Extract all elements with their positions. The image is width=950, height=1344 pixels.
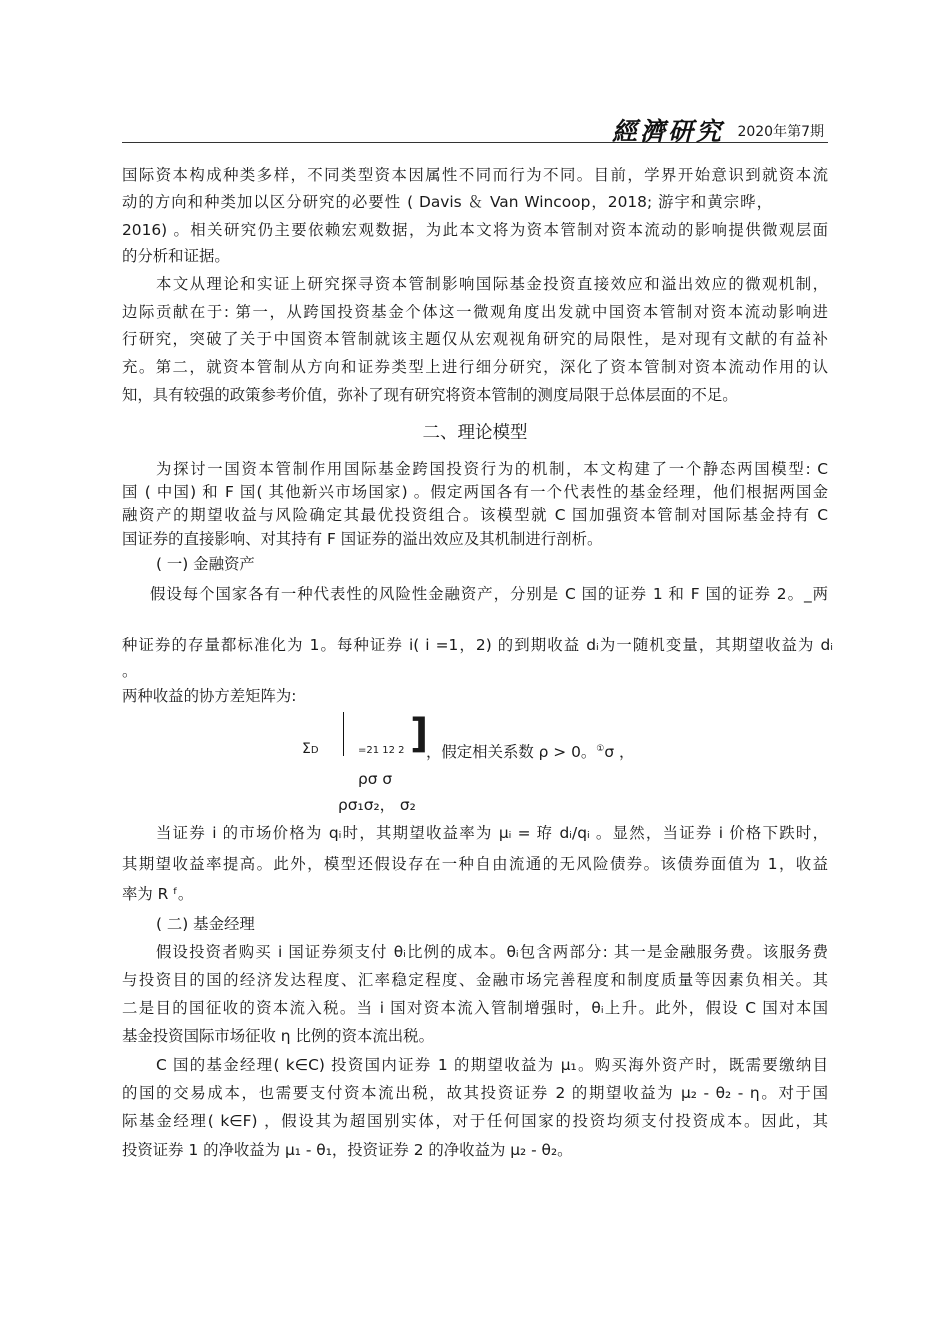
assets-line-2: 种证券的存量都标准化为 1。每种证券 i( i =1，2) 的到期收益 dᵢ为一随机变量，其期望收益为 dᵢ — [122, 636, 833, 654]
header-rule — [122, 142, 828, 143]
section-title: 二、理论模型 — [422, 423, 528, 443]
contrib-line-5: 知，具有较强的政策参考价值，弥补了现有研究将资本管制的测度局限于总体层面的不足。 — [122, 386, 738, 404]
returns-line-1: C 国的基金经理( k∈C) 投资国内证券 1 的期望收益为 μ₁。购买海外资产时，既需要缴纳目 — [156, 1056, 828, 1074]
contrib-line-3: 行研究，突破了关于中国资本管制就该主题仅从宏观视角研究的局限性，是对现有文献的有益补 — [122, 330, 828, 348]
intro-line-2: 动的方向和种类加以区分研究的必要性 ( Davis ＆ Van Wincoop，2018; 游宇和黄宗晔， — [122, 193, 772, 211]
intro-line-4: 的分析和证据。 — [122, 247, 230, 265]
returns-line-2: 的国的交易成本，也需要支付资本流出税，故其投资证券 2 的期望收益为 μ₂ - θ₂ - η。对于国 — [122, 1084, 828, 1102]
matrix-inner: =21 12 2 — [358, 745, 405, 756]
intro-line-1: 国际资本构成种类多样，不同类型资本因属性不同而行为不同。目前，学界开始意识到就资本流 — [122, 166, 828, 184]
model-line-3: 融资产的期望收益与风险确定其最优投资组合。该模型就 C 国加强资本管制对国际基金持有 C — [122, 506, 828, 524]
manager-line-2: 与投资目的国的经济发达程度、汇率稳定程度、金融市场完善程度和制度质量等因素负相关。其 — [122, 971, 828, 989]
model-line-1: 为探讨一国资本管制作用国际基金跨国投资行为的机制，本文构建了一个静态两国模型: C — [156, 460, 828, 478]
sigma-symbol: ΣD — [302, 741, 319, 757]
contrib-line-4: 充。第二，就资本管制从方向和证券类型上进行细分研究，深化了资本管制对资本流动作用的认 — [122, 358, 828, 376]
contrib-line-2: 边际贡献在于: 第一，从跨国投资基金个体这一微观角度出发就中国资本管制对资本流动影响进 — [122, 303, 828, 321]
intro-line-3: 2016) 。相关研究仍主要依赖宏观数据，为此本文将为资本管制对资本流动的影响提供微观层面 — [122, 221, 828, 239]
returns-line-3: 际基金经理( k∈F) ，假设其为超国别实体，对于任何国家的投资均须支付投资成本。因此，其 — [122, 1112, 828, 1130]
manager-line-1: 假设投资者购买 i 国证券须支付 θᵢ比例的成本。θᵢ包含两部分: 其一是金融服务费。该服务费 — [156, 943, 828, 961]
assets-line-1: 假设每个国家各有一种代表性的风险性金融资产，分别是 C 国的证券 1 和 F 国的证券 2。_两 — [150, 585, 828, 603]
running-header — [122, 112, 828, 144]
manager-line-4: 基金投资国际市场征收 η 比例的资本流出税。 — [122, 1027, 434, 1045]
matrix-row-2: ρσ σ — [358, 770, 393, 788]
manager-line-3: 二是目的国征收的资本流入税。当 i 国对资本流入管制增强时，θᵢ上升。此外，假设 C 国对本国 — [122, 999, 828, 1017]
assets-line-4: 两种收益的协方差矩阵为: — [122, 687, 297, 705]
matrix-left-bar — [343, 712, 344, 756]
returns-line-4: 投资证券 1 的净收益为 μ₁ - θ₁，投资证券 2 的净收益为 μ₂ - θ₂。 — [122, 1141, 573, 1159]
matrix-row-3: ρσ₁σ₂， σ₂ — [338, 796, 416, 814]
issue-label: 2020年第7期 — [737, 124, 824, 140]
matrix-right-bracket: ] — [410, 711, 429, 757]
contrib-line-1: 本文从理论和实证上研究探寻资本管制影响国际基金投资直接效应和溢出效应的微观机制， — [156, 275, 828, 293]
matrix-assumption: ，假定相关系数 ρ > 0。①σ ， — [426, 743, 635, 762]
subsection-fund-manager: ( 二) 基金经理 — [156, 915, 255, 933]
subsection-financial-assets: ( 一) 金融资产 — [156, 555, 255, 573]
model-line-4: 国证券的直接影响、对其持有 F 国证券的溢出效应及其机制进行剖析。 — [122, 530, 603, 548]
assets-line-3: 。 — [122, 662, 138, 680]
journal-logo: 經濟研究 — [611, 117, 724, 146]
price-line-1: 当证券 i 的市场价格为 qᵢ时，其期望收益率为 μᵢ = 珔 dᵢ/qᵢ 。显然，当证券 i 价格下跌时， — [156, 824, 828, 842]
price-line-3: 率为 R ᶠ。 — [122, 885, 194, 903]
price-line-2: 其期望收益率提高。此外，模型还假设存在一种自由流通的无风险债券。该债券面值为 1，收益 — [122, 855, 828, 873]
model-line-2: 国 ( 中国) 和 F 国( 其他新兴市场国家) 。假定两国各有一个代表性的基金经理，他们根据两国金 — [122, 483, 828, 501]
